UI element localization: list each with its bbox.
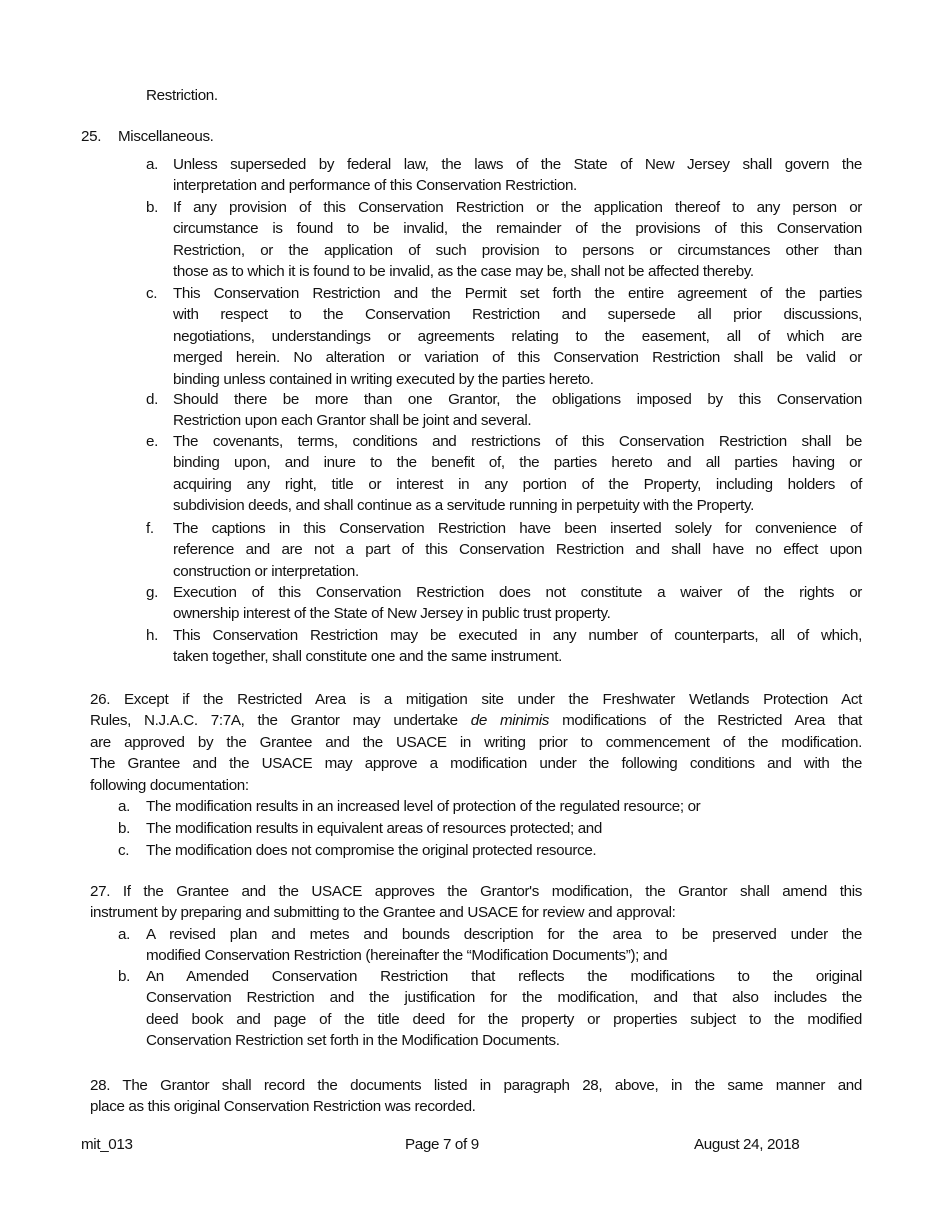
list-item-label: f.	[146, 520, 154, 537]
list-item-line: The captions in this Conservation Restriction have been inserted solely for convenience of	[173, 520, 862, 537]
section-28-line: 28. The Grantor shall record the documents listed in paragraph 28, above, in the same manner and	[90, 1077, 862, 1094]
list-item-line: merged herein. No alteration or variation of this Conservation Restriction shall be valid or	[173, 349, 862, 367]
section-25-number: 25.	[81, 128, 102, 145]
section-25-title: Miscellaneous.	[118, 128, 214, 145]
list-item-line: ownership interest of the State of New Jersey in public trust property.	[173, 605, 611, 623]
list-item-text	[173, 283, 862, 390]
section-27-paragraph	[90, 881, 862, 924]
list-item-line: taken together, shall constitute one and the same instrument.	[173, 648, 562, 666]
list-item-text	[173, 518, 862, 582]
list-item-line: negotiations, understandings or agreements relating to the easement, all of which are	[173, 327, 862, 345]
list-item-line: reference and are not a part of this Conservation Restriction and shall have no effect upon	[173, 541, 862, 559]
list-item-label: g.	[146, 584, 158, 601]
list-item-line: This Conservation Restriction may be executed in any number of counterparts, all of which,	[173, 627, 862, 644]
list-item-line: construction or interpretation.	[173, 562, 359, 580]
list-item-line: deed book and page of the title deed for the property or properties subject to the modified	[146, 1010, 862, 1028]
list-item-line: Unless superseded by federal law, the laws of the State of New Jersey shall govern the	[173, 156, 862, 173]
section-28-line: place as this original Conservation Restriction was recorded.	[90, 1098, 476, 1116]
section-26-line: following documentation:	[90, 776, 249, 794]
list-item-label: c.	[118, 842, 130, 859]
list-item-label: b.	[146, 199, 158, 216]
list-item-label: e.	[146, 433, 158, 450]
section-26-paragraph	[90, 689, 862, 796]
list-item-label: b.	[118, 820, 130, 837]
list-item-label: h.	[146, 627, 158, 644]
list-item-line: Execution of this Conservation Restriction does not constitute a waiver of the rights or	[173, 584, 862, 601]
list-item-text	[173, 154, 862, 197]
list-item-line: Restriction, or the application of such provision to persons or circumstances other than	[173, 241, 862, 259]
list-item-line: A revised plan and metes and bounds description for the area to be preserved under the	[146, 926, 862, 943]
list-item-line: The covenants, terms, conditions and restrictions of this Conservation Restriction shall be	[173, 433, 862, 450]
list-item-line: with respect to the Conservation Restriction and supersede all prior discussions,	[173, 306, 862, 324]
list-item-text	[146, 840, 862, 861]
list-item-text	[173, 431, 862, 517]
list-item-label: a.	[146, 156, 158, 173]
section-26-line: Rules, N.J.A.C. 7:7A, the Grantor may undertake de minimis modifications of the Restricted Area that	[90, 712, 862, 730]
list-item-line: If any provision of this Conservation Restriction or the application thereof to any person or	[173, 199, 862, 216]
footer-page-number: Page 7 of 9	[405, 1136, 479, 1153]
list-item-line: binding upon, and inure to the benefit of, the parties hereto and all parties having or	[173, 454, 862, 472]
section-26-line: are approved by the Grantee and the USACE in writing prior to commencement of the modification.	[90, 733, 862, 751]
section-27-line: 27. If the Grantee and the USACE approves the Grantor's modification, the Grantor shall amend this	[90, 883, 862, 900]
list-item-line: acquiring any right, title or interest in any portion of the Property, including holders of	[173, 475, 862, 493]
list-item-text	[173, 625, 862, 668]
list-item-label: d.	[146, 391, 158, 408]
list-item-text	[173, 389, 862, 432]
list-item-line: Restriction upon each Grantor shall be joint and several.	[173, 412, 532, 430]
list-item-label: a.	[118, 798, 130, 815]
section-27-line: instrument by preparing and submitting to the Grantee and USACE for review and approval:	[90, 904, 676, 922]
footer-date: August 24, 2018	[694, 1136, 800, 1153]
list-item-line: Conservation Restriction and the justification for the modification, and that also includes the	[146, 989, 862, 1007]
list-item-line: This Conservation Restriction and the Permit set forth the entire agreement of the parties	[173, 285, 862, 302]
list-item-label: c.	[146, 285, 158, 302]
list-item-line: The modification does not compromise the original protected resource.	[146, 842, 597, 859]
list-item-line: An Amended Conservation Restriction that reflects the modifications to the original	[146, 968, 862, 985]
list-item-text	[146, 796, 862, 817]
list-item-text	[146, 924, 862, 967]
list-item-line: The modification results in an increased level of protection of the regulated resource; or	[146, 798, 701, 815]
list-item-label: b.	[118, 968, 130, 985]
list-item-line: Conservation Restriction set forth in the Modification Documents.	[146, 1032, 560, 1050]
list-item-line: modified Conservation Restriction (hereinafter the “Modification Documents”); and	[146, 947, 668, 965]
list-item-line: subdivision deeds, and shall continue as a servitude running in perpetuity with the Property.	[173, 497, 754, 515]
footer-doc-id: mit_013	[81, 1136, 133, 1153]
list-item-line: The modification results in equivalent areas of resources protected; and	[146, 820, 603, 837]
list-item-label: a.	[118, 926, 130, 943]
section-26-line: 26. Except if the Restricted Area is a mitigation site under the Freshwater Wetlands Protection Act	[90, 691, 862, 708]
list-item-line: circumstance is found to be invalid, the remainder of the provisions of this Conservation	[173, 220, 862, 238]
list-item-line: interpretation and performance of this Conservation Restriction.	[173, 177, 577, 195]
list-item-text	[146, 818, 862, 839]
section-28-paragraph	[90, 1075, 862, 1118]
section-26-line: The Grantee and the USACE may approve a modification under the following conditions and with the	[90, 755, 862, 773]
carry-over-text: Restriction.	[146, 87, 218, 104]
list-item-line: binding unless contained in writing executed by the parties hereto.	[173, 370, 594, 388]
list-item-text	[173, 197, 862, 283]
list-item-text	[173, 582, 862, 625]
list-item-line: Should there be more than one Grantor, the obligations imposed by this Conservation	[173, 391, 862, 408]
list-item-text	[146, 966, 862, 1052]
list-item-line: those as to which it is found to be invalid, as the case may be, shall not be affected thereby.	[173, 263, 754, 281]
